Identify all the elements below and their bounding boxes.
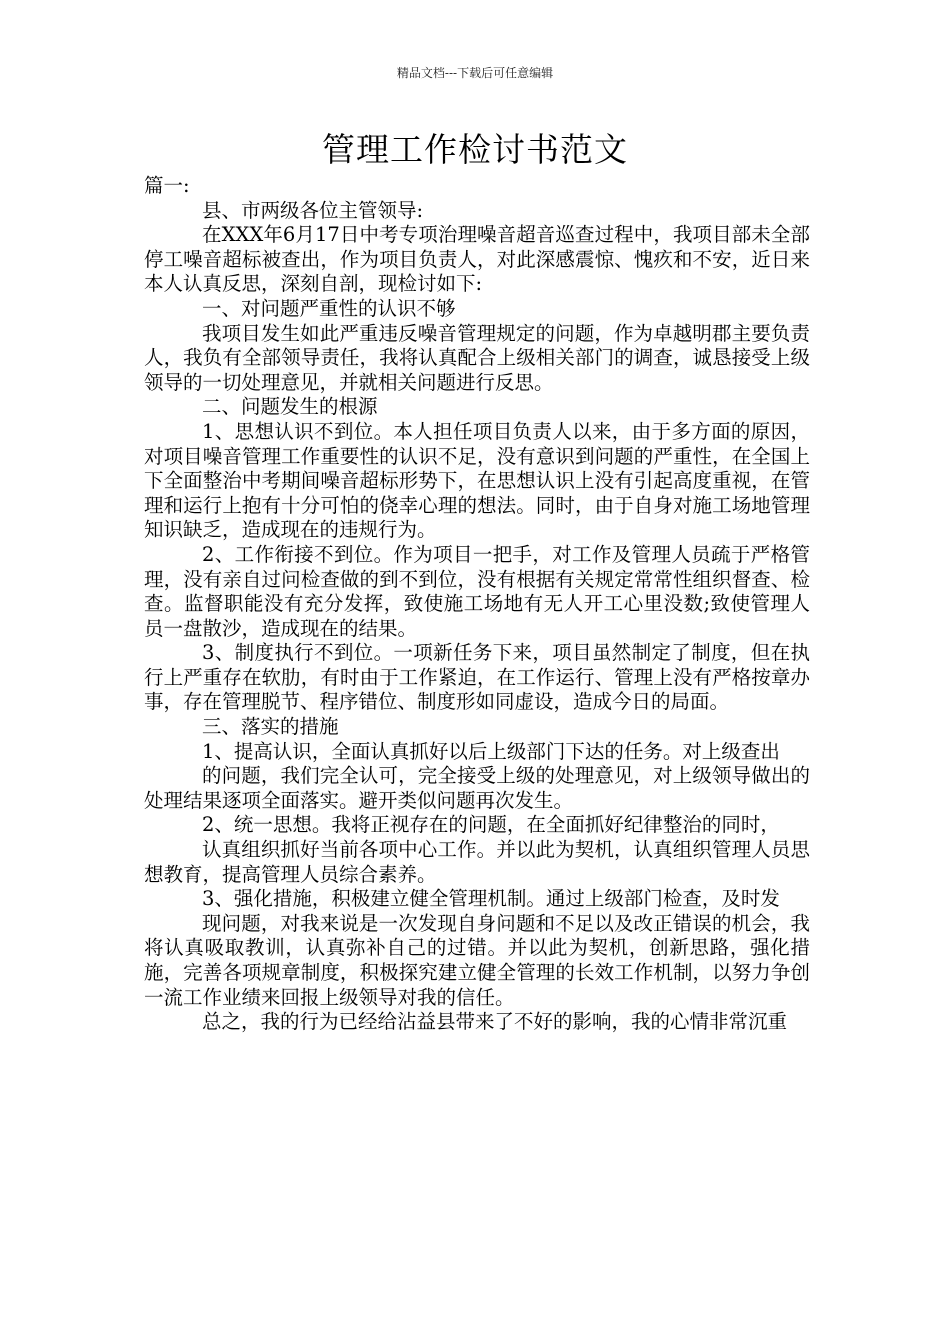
document-title: 管理工作检讨书范文 (322, 130, 628, 169)
page-header: 精品文档---下载后可任意编辑 (396, 66, 554, 80)
paragraph: 1、思想认识不到位。本人担任项目负责人以来，由于多方面的原因，对项目噪音管理工作重要性的认识不足，没有意识到问题的严重性，在全国上下全面整治中考期间噪音超标形势下，在思想认识上没有引起高度重视，在管理和运行上抱有十分可怕的侥幸心理的想法。同时，由于自身对施工场地管理知识缺乏，造成现在的违规行为。 (144, 419, 810, 542)
paragraph-salutation: 县、市两级各位主管领导: (202, 198, 424, 222)
section-heading-1: 一、对问题严重性的认识不够 (202, 296, 456, 320)
document-body (144, 174, 810, 1035)
section-heading-2: 二、问题发生的根源 (202, 395, 378, 419)
paragraph: 现问题，对我来说是一次发现自身问题和不足以及改正错误的机会，我将认真吸取教训，认真弥补自己的过错。并以此为契机，创新思路，强化措施，完善各项规章制度，积极探究建立健全管理的长效工作机制，以努力争创一流工作业绩来回报上级领导对我的信任。 (144, 911, 810, 1009)
section-heading-3: 三、落实的措施 (202, 715, 339, 739)
paragraph: 1、提高认识，全面认真抓好以后上级部门下达的任务。对上级查出 (202, 739, 780, 763)
paragraph: 3、强化措施，积极建立健全管理机制。通过上级部门检查，及时发 (202, 887, 780, 911)
paragraph: 3、制度执行不到位。一项新任务下来，项目虽然制定了制度，但在执行上严重存在软肋，有时由于工作紧迫，在工作运行、管理上没有严格按章办事，存在管理脱节、程序错位、制度形如同虚设，造成今日的局面。 (144, 641, 810, 714)
paragraph: 2、工作衔接不到位。作为项目一把手，对工作及管理人员疏于严格管理，没有亲自过问检查做的到不到位，没有根据有关规定常常性组织督查、检查。监督职能没有充分发挥，致使施工场地有无人开工心里没数;致使管理人员一盘散沙，造成现在的结果。 (144, 542, 810, 640)
paragraph: 2、统一思想。我将正视存在的问题，在全面抓好纪律整治的同时， (202, 813, 780, 837)
paragraph-label: 篇一: (144, 174, 190, 197)
paragraph: 认真组织抓好当前各项中心工作。并以此为契机，认真组织管理人员思想教育，提高管理人员综合素养。 (144, 838, 810, 886)
paragraph: 我项目发生如此严重违反噪音管理规定的问题，作为卓越明郡主要负责人，我负有全部领导责任，我将认真配合上级相关部门的调查，诚恳接受上级领导的一切处理意见，并就相关问题进行反思。 (144, 321, 810, 394)
paragraph-intro: 在XXX年6月17日中考专项治理噪音超音巡查过程中，我项目部未全部停工噪音超标被查出，作为项目负责人，对此深感震惊、愧疚和不安，近日来本人认真反思，深刻自剖，现检讨如下: (144, 223, 810, 296)
paragraph: 的问题，我们完全认可，完全接受上级的处理意见，对上级领导做出的处理结果逐项全面落实。避开类似问题再次发生。 (144, 764, 810, 812)
paragraph-conclusion: 总之，我的行为已经给沾益县带来了不好的影响，我的心情非常沉重 (202, 1010, 788, 1034)
